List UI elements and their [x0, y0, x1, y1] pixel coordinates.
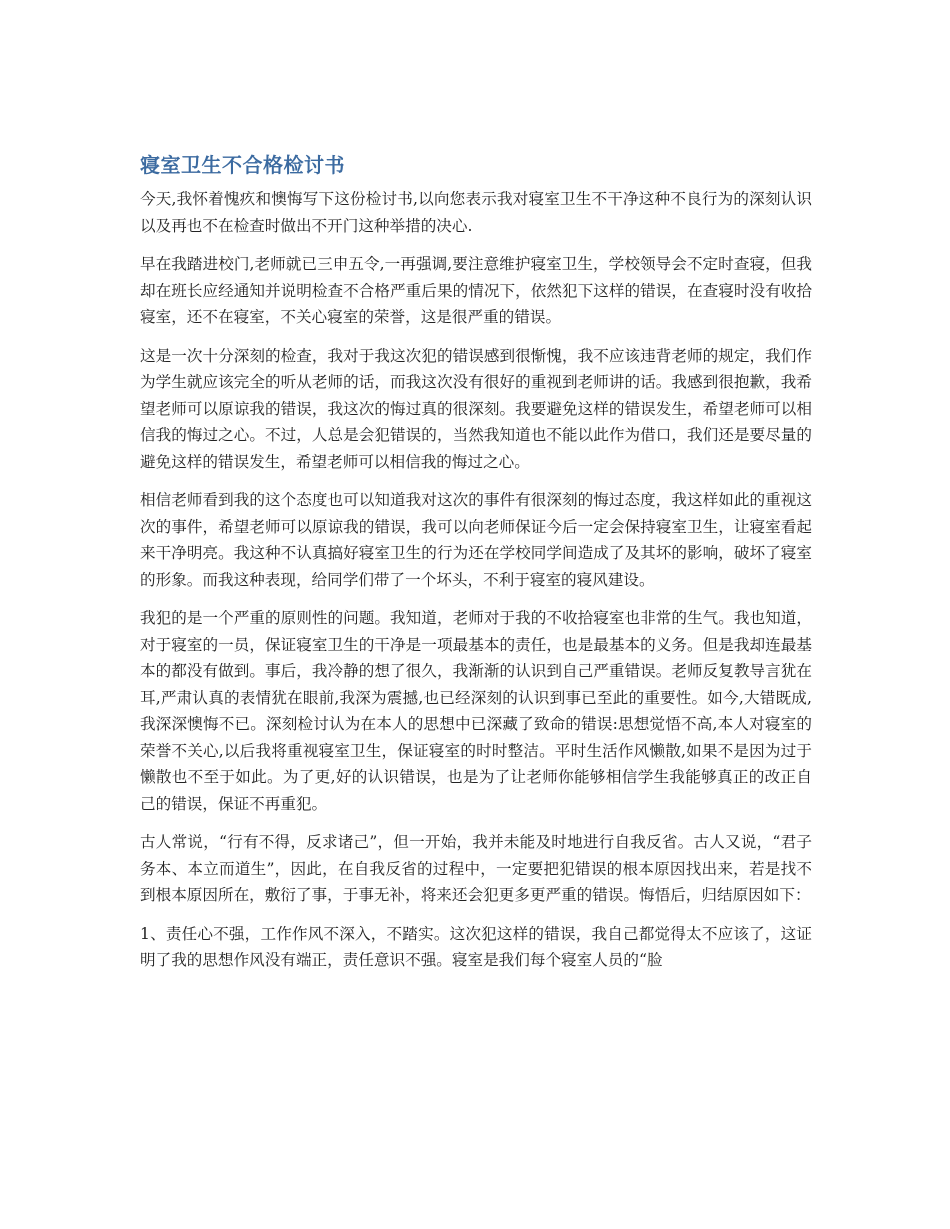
paragraph-reflection: 这是一次十分深刻的检查，我对于我这次犯的错误感到很惭愧，我不应该违背老师的规定，我们作为学生就应该完全的听从老师的话，而我这次没有很好的重视到老师讲的话。我感到很抱歉，我希望老师可以原谅我的错误，我这次的悔过真的很深刻。我要避免这样的错误发生，希望老师可以相信我的悔过之心。不过，人总是会犯错误的，当然我知道也不能以此作为借口，我们还是要尽量的避免这样的错误发生，希望老师可以相信我的悔过之心。	[140, 346, 812, 471]
paragraph-principle: 我犯的是一个严重的原则性的问题。我知道，老师对于我的不收拾寝室也非常的生气。我也知道，对于寝室的一员，保证寝室卫生的干净是一项最基本的责任，也是最基本的义务。但是我却连最基本的都没有做到。事后，我冷静的想了很久，我渐渐的认识到自己严重错误。老师反复教导言犹在耳,严肃认真的表情犹在眼前,我深为震撼,也已经深刻的认识到事已至此的重要性。如今,大错既成,我深深懊悔不已。深刻检讨认为在本人的思想中已深藏了致命的错误:思想觉悟不高,本人对寝室的荣誉不关心,以后我将重视寝室卫生，保证寝室的时时整洁。平时生活作风懒散,如果不是因为过于懒散也不至于如此。为了更,好的认识错误，也是为了让老师你能够相信学生我能够真正的改正自己的错误，保证不再重犯。	[140, 609, 812, 813]
paragraph-intro: 今天,我怀着愧疚和懊悔写下这份检讨书,以向您表示我对寝室卫生不干净这种不良行为的深刻认识以及再也不在检查时做出不开门这种举措的决心.	[140, 190, 812, 235]
document-title: 寝室卫生不合格检讨书	[140, 153, 345, 177]
paragraph-promise: 相信老师看到我的这个态度也可以知道我对这次的事件有很深刻的悔过态度，我这样如此的重视这次的事件，希望老师可以原谅我的错误，我可以向老师保证今后一定会保持寝室卫生，让寝室看起来干净明亮。我这种不认真搞好寝室卫生的行为还在学校同学间造成了及其坏的影响，破坏了寝室的形象。而我这种表现，给同学们带了一个坏头，不利于寝室的寝风建设。	[140, 491, 812, 589]
paragraph-ancient-sayings: 古人常说，“行有不得，反求诸己”，但一开始，我并未能及时地进行自我反省。古人又说，“君子务本、本立而道生”，因此，在自我反省的过程中，一定要把犯错误的根本原因找出来，若是找不到根本原因所在，敷衍了事，于事无补，将来还会犯更多更严重的错误。悔悟后，归结原因如下：	[140, 833, 812, 904]
paragraph-reason-1: 1、责任心不强，工作作风不深入，不踏实。这次犯这样的错误，我自己都觉得太不应该了，这证明了我的思想作风没有端正，责任意识不强。寝室是我们每个寝室人员的“脸	[140, 924, 812, 969]
document-body	[140, 150, 812, 986]
paragraph-background: 早在我踏进校门,老师就已三申五令,一再强调,要注意维护寝室卫生，学校领导会不定时查寝，但我却在班长应经通知并说明检查不合格严重后果的情况下，依然犯下这样的错误，在查寝时没有收拾寝室，还不在寝室，不关心寝室的荣誉，这是很严重的错误。	[140, 255, 812, 326]
